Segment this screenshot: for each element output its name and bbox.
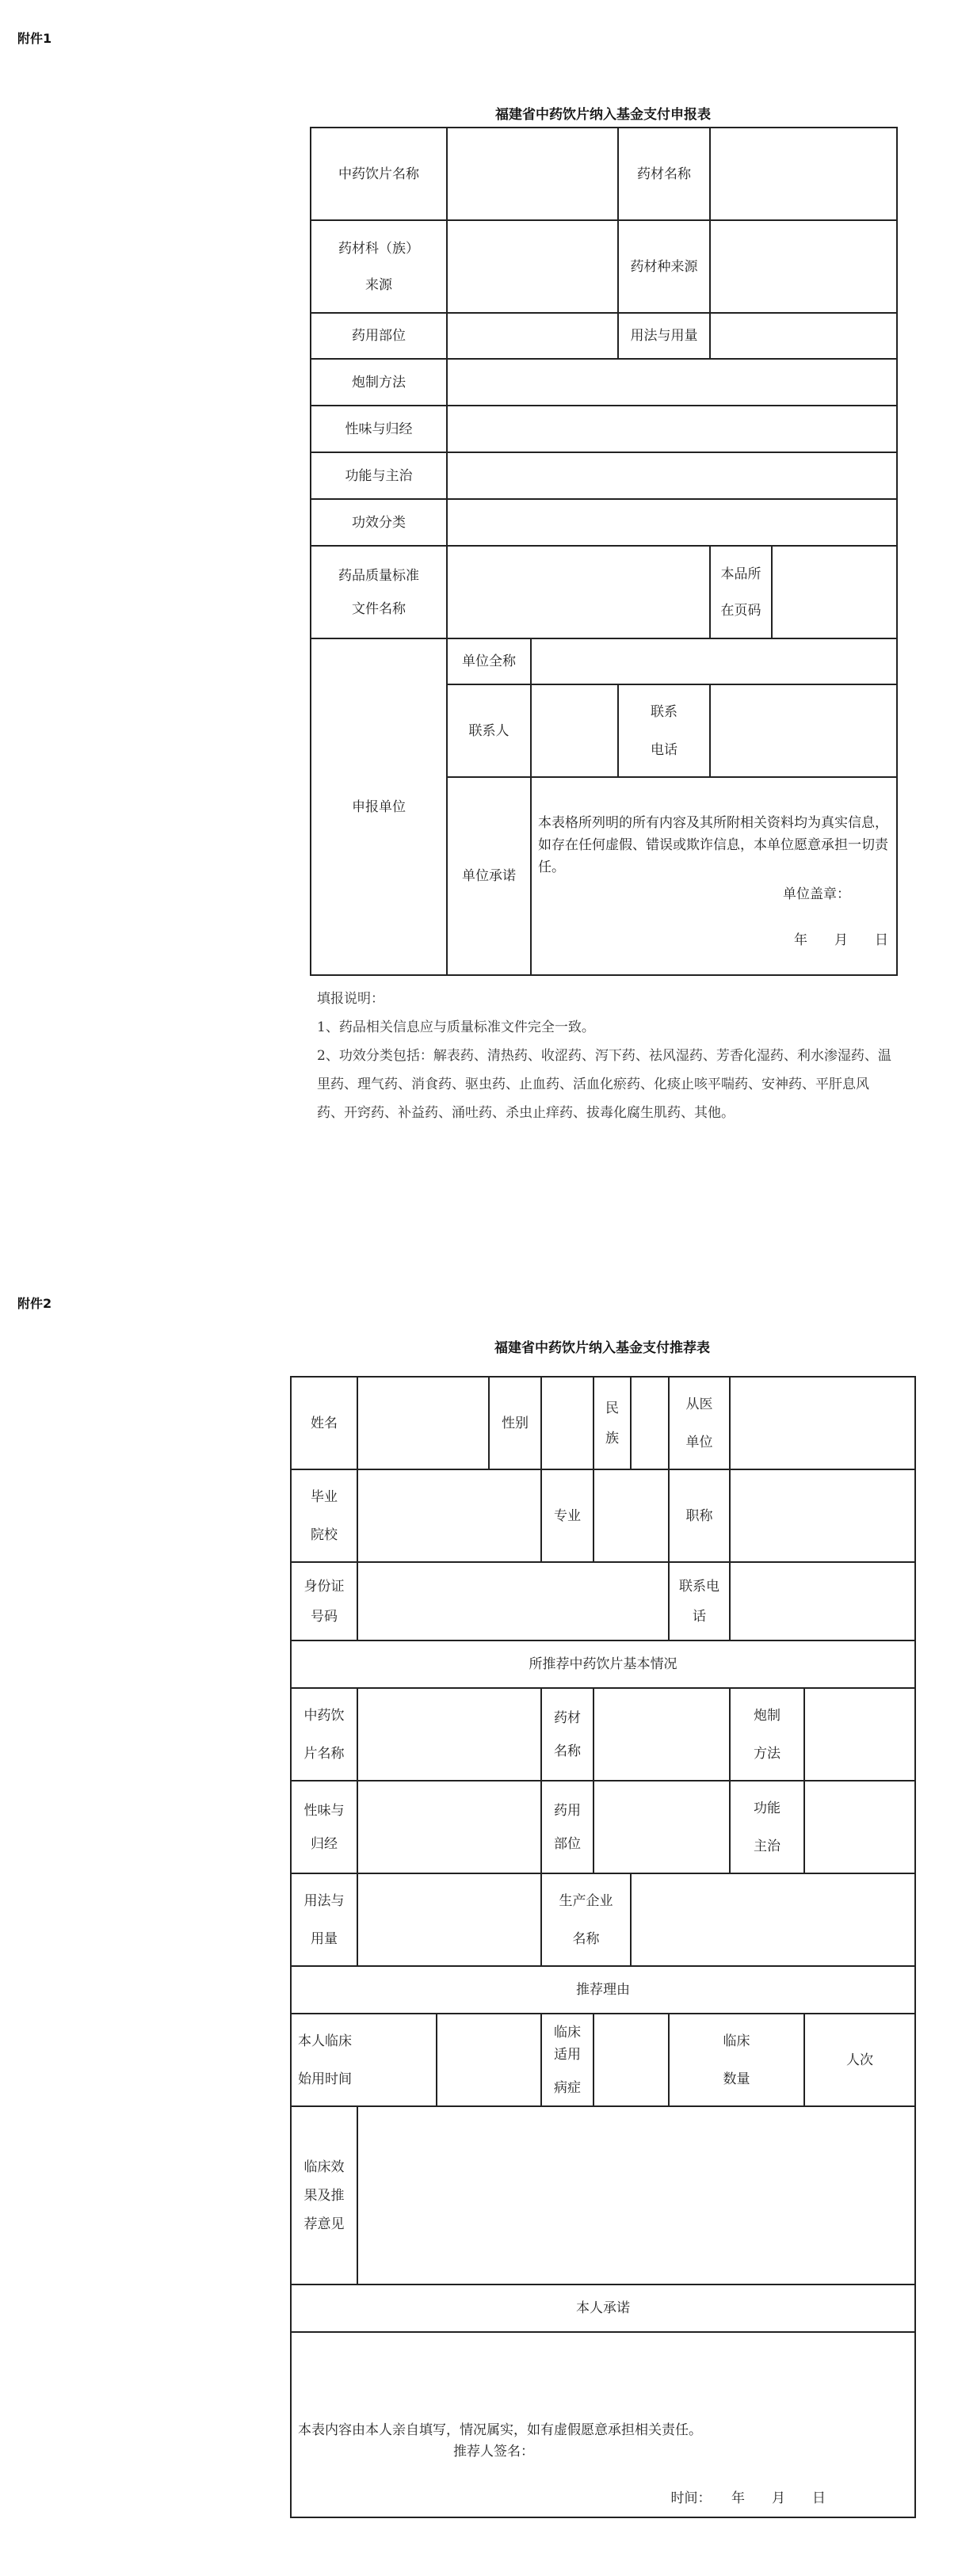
label-contact-phone: 联系 电话: [618, 684, 710, 777]
unit-pledge-content: [531, 777, 897, 975]
application-form: [310, 127, 898, 976]
input-gender[interactable]: [541, 1377, 594, 1469]
input-processing-method[interactable]: [447, 359, 897, 406]
label-clinical-count: 临床 数量: [669, 2014, 804, 2106]
label-practice-unit: 从医 单位: [669, 1377, 730, 1469]
input-contact-phone[interactable]: [710, 684, 897, 777]
label-function-2: 功能 主治: [730, 1781, 804, 1873]
input-processing-2[interactable]: [804, 1688, 915, 1781]
filling-notes: [317, 985, 895, 1127]
input-function-2[interactable]: [804, 1781, 915, 1873]
section-basic-info: 所推荐中药饮片基本情况: [291, 1640, 915, 1688]
label-herb-family: 药材科（族） 来源: [311, 220, 447, 313]
label-taste-2: 性味与 归经: [291, 1781, 357, 1873]
label-title: 职称: [669, 1469, 730, 1562]
label-part-2: 药用 部位: [541, 1781, 594, 1873]
input-medicinal-part[interactable]: [447, 313, 618, 359]
label-herb-name-2: 药材 名称: [541, 1688, 594, 1781]
input-name[interactable]: [357, 1377, 489, 1469]
label-medicinal-part: 药用部位: [311, 313, 447, 359]
section-personal-pledge: 本人承诺: [291, 2284, 915, 2332]
input-page-number[interactable]: [772, 546, 897, 638]
label-usage-dosage: 用法与用量: [618, 313, 710, 359]
label-id-number: 身份证 号码: [291, 1562, 357, 1640]
label-gender: 性别: [489, 1377, 541, 1469]
label-piece-name-2: 中药饮 片名称: [291, 1688, 357, 1781]
label-contact-phone-2: 联系电 话: [669, 1562, 730, 1640]
personal-pledge-content: [291, 2332, 915, 2517]
input-clinical-start[interactable]: [437, 2014, 541, 2106]
attachment2-label: 附件2: [17, 1296, 52, 1311]
label-applicant-unit: 申报单位: [311, 638, 447, 975]
label-clinical-effect: 临床效 果及推 荐意见: [291, 2106, 357, 2284]
label-herb-species-source: 药材种来源: [618, 220, 710, 313]
recommender-signature-label: 推荐人签名：: [453, 2444, 534, 2460]
label-clinical-disease: 临床适用 病症: [541, 2014, 594, 2106]
input-function-indication[interactable]: [447, 452, 897, 499]
input-piece-name[interactable]: [447, 128, 618, 220]
notes-item-1: 1、药品相关信息应与质量标准文件完全一致。: [317, 1019, 595, 1035]
label-unit-pledge: 单位承诺: [447, 777, 531, 975]
label-quality-standard: 药品质量标准 文件名称: [311, 546, 447, 638]
attachment1-title: 福建省中药饮片纳入基金支付申报表: [495, 107, 711, 123]
label-efficacy-class: 功效分类: [311, 499, 447, 546]
notes-heading: 填报说明：: [317, 991, 384, 1007]
pledge-date: 年 月 日: [794, 932, 888, 948]
label-name: 姓名: [291, 1377, 357, 1469]
input-usage-2[interactable]: [357, 1873, 541, 1966]
label-ethnicity: 民 族: [594, 1377, 631, 1469]
input-practice-unit[interactable]: [730, 1377, 915, 1469]
label-unit-full-name: 单位全称: [447, 638, 531, 684]
input-major[interactable]: [594, 1469, 669, 1562]
label-contact-person: 联系人: [447, 684, 531, 777]
input-ethnicity[interactable]: [631, 1377, 669, 1469]
label-taste-meridian: 性味与归经: [311, 406, 447, 452]
section-recommend-reason: 推荐理由: [291, 1966, 915, 2014]
input-usage-dosage[interactable]: [710, 313, 897, 359]
input-quality-standard[interactable]: [447, 546, 710, 638]
input-taste-meridian[interactable]: [447, 406, 897, 452]
input-clinical-effect[interactable]: [357, 2106, 915, 2284]
attachment2-title: 福建省中药饮片纳入基金支付推荐表: [494, 1340, 710, 1356]
input-herb-name[interactable]: [710, 128, 897, 220]
label-major: 专业: [541, 1469, 594, 1562]
label-usage-2: 用法与 用量: [291, 1873, 357, 1966]
input-contact-person[interactable]: [531, 684, 618, 777]
label-function-indication: 功能与主治: [311, 452, 447, 499]
input-title[interactable]: [730, 1469, 915, 1562]
label-herb-name: 药材名称: [618, 128, 710, 220]
label-manufacturer: 生产企业 名称: [541, 1873, 631, 1966]
input-herb-family[interactable]: [447, 220, 618, 313]
personal-pledge-text: 本表内容由本人亲自填写，情况属实，如有虚假愿意承担相关责任。: [298, 2422, 702, 2438]
input-clinical-disease[interactable]: [594, 2014, 669, 2106]
label-piece-name: 中药饮片名称: [311, 128, 447, 220]
input-id-number[interactable]: [357, 1562, 669, 1640]
notes-item-2: 2、功效分类包括：解表药、清热药、收涩药、泻下药、祛风湿药、芳香化湿药、利水渗湿药、温里药、理气药、消食药、驱虫药、止血药、活血化瘀药、化痰止咳平喘药、安神药、平肝息风药、开窍药、补益药、涌吐药、杀虫止痒药、拔毒化腐生肌药、其他。: [317, 1048, 891, 1121]
clinical-count-unit: 人次: [804, 2014, 915, 2106]
label-clinical-start: 本人临床 始用时间: [291, 2014, 437, 2106]
recommender-date: 时间： 年 月 日: [670, 2490, 826, 2506]
input-efficacy-class[interactable]: [447, 499, 897, 546]
label-page-number: 本品所 在页码: [710, 546, 772, 638]
pledge-text: 本表格所列明的所有内容及其所附相关资料均为真实信息，如存在任何虚假、错误或欺诈信息，本单位愿意承担一切责任。: [538, 815, 888, 875]
input-part-2[interactable]: [594, 1781, 730, 1873]
input-manufacturer[interactable]: [631, 1873, 915, 1966]
label-processing-method: 炮制方法: [311, 359, 447, 406]
recommendation-form: [290, 1376, 916, 2518]
input-piece-name-2[interactable]: [357, 1688, 541, 1781]
input-herb-species-source[interactable]: [710, 220, 897, 313]
input-herb-name-2[interactable]: [594, 1688, 730, 1781]
label-graduate-school: 毕业 院校: [291, 1469, 357, 1562]
unit-seal-label: 单位盖章：: [783, 886, 850, 902]
attachment1-label: 附件1: [17, 31, 52, 46]
input-contact-phone-2[interactable]: [730, 1562, 915, 1640]
input-unit-full-name[interactable]: [531, 638, 897, 684]
input-taste-2[interactable]: [357, 1781, 541, 1873]
input-graduate-school[interactable]: [357, 1469, 541, 1562]
label-processing-2: 炮制 方法: [730, 1688, 804, 1781]
